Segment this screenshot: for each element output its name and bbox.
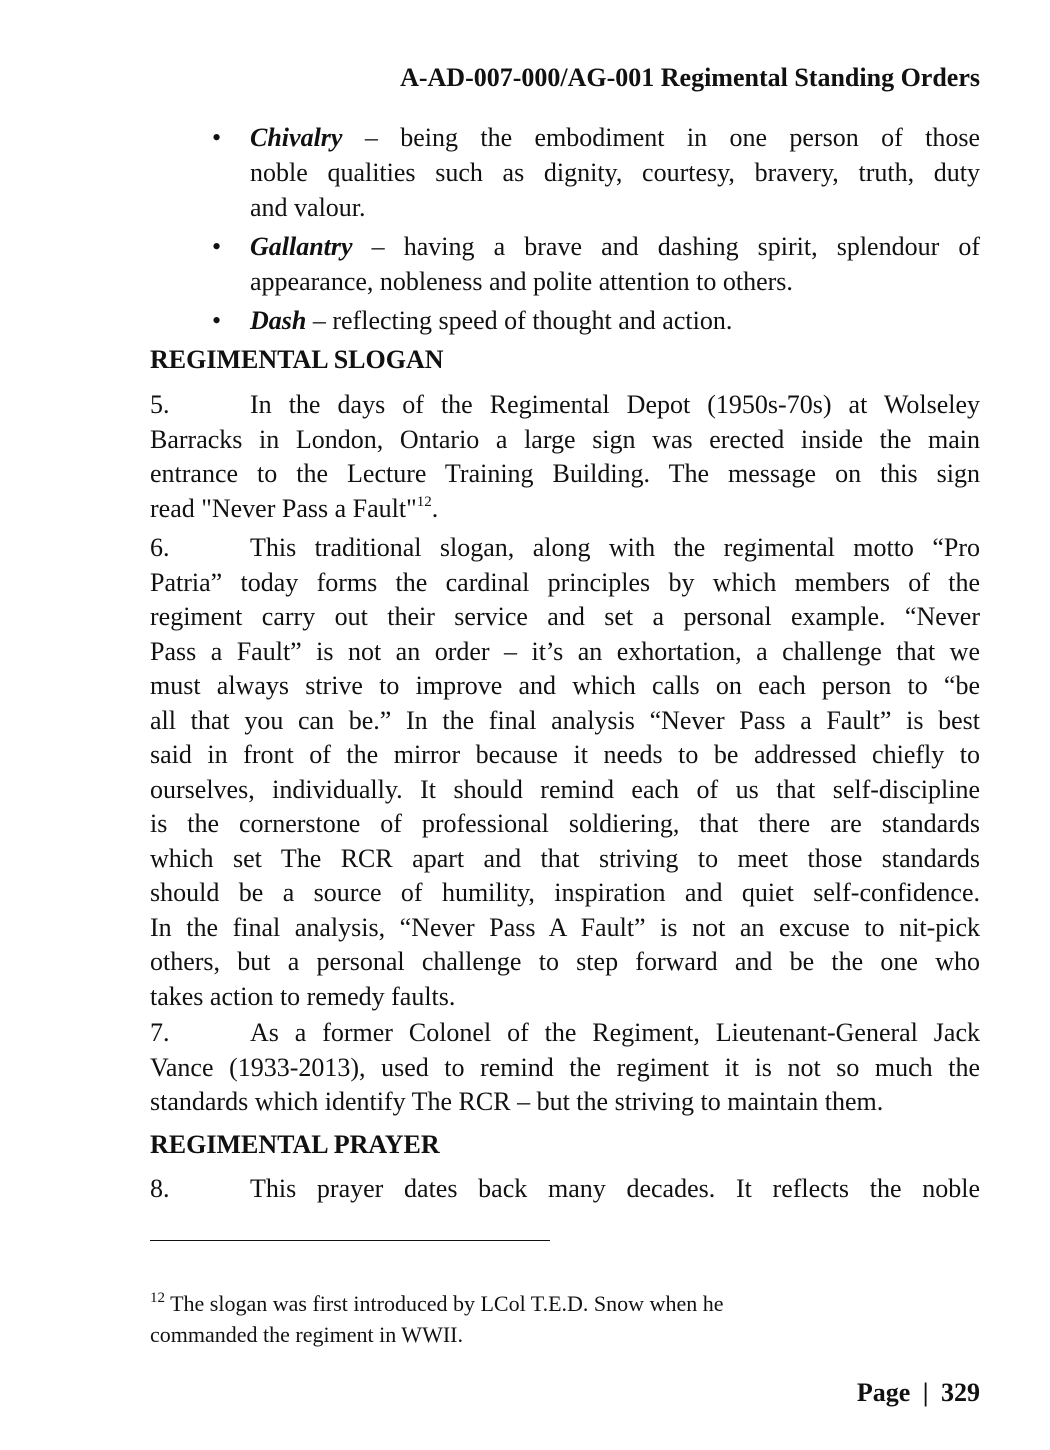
- text: This prayer dates back many decades. It reflects the noble: [250, 1174, 980, 1203]
- text-line: [150, 531, 980, 566]
- text-line: said in front of the mirror because it needs to be addressed chiefly to: [150, 740, 980, 769]
- text: Barracks in London, Ontario a large sign was erected inside the main: [150, 424, 980, 454]
- paragraph-7: [150, 1016, 980, 1120]
- list-item-dash: [150, 303, 980, 338]
- text: As a former Colonel of the Regiment, Lieutenant-General Jack: [250, 1018, 980, 1047]
- text: – having a brave and dashing spirit, splendour of: [371, 232, 981, 261]
- term: Chivalry: [250, 123, 343, 152]
- text-line: [150, 1016, 980, 1051]
- footnote-12: [150, 1288, 723, 1350]
- footnote-divider: [150, 1240, 550, 1241]
- text: appearance, nobleness and polite attention to others.: [250, 267, 793, 296]
- text-line: In the final analysis, “Never Pass A Fault” is not an excuse to nit-pick: [150, 912, 980, 942]
- text-line: all that you can be.” In the final analysis “Never Pass a Fault” is best: [150, 705, 980, 735]
- term: Gallantry: [250, 232, 353, 261]
- text: In the days of the Regimental Depot (1950s-70s) at Wolseley: [250, 390, 980, 419]
- paragraph-number: 8.: [150, 1174, 170, 1203]
- bullet-icon: •: [212, 123, 222, 152]
- text: noble qualities such as dignity, courtesy, bravery, truth, duty: [250, 158, 980, 187]
- text-line: Pass a Fault” is not an order – it’s an exhortation, a challenge that we: [150, 636, 980, 666]
- page-separator: |: [922, 1378, 929, 1407]
- text-line: Patria” today forms the cardinal principles by which members of the: [150, 567, 980, 597]
- text-line: takes action to remedy faults.: [150, 981, 456, 1011]
- heading-regimental-prayer: REGIMENTAL PRAYER: [150, 1130, 440, 1159]
- paragraph-6: [150, 531, 980, 1014]
- text: and valour.: [250, 193, 366, 222]
- text: commanded the regiment in WWII.: [150, 1322, 463, 1347]
- text-line: Vance (1933-2013), used to remind the regiment it is not so much the: [150, 1052, 980, 1082]
- text-line: regiment carry out their service and set a personal example. “Never: [150, 602, 980, 631]
- list-item-gallantry: [150, 229, 980, 299]
- virtues-list: [150, 120, 980, 342]
- bullet-icon: •: [212, 232, 222, 261]
- text: – reflecting speed of thought and action.: [312, 306, 733, 335]
- text-line: others, but a personal challenge to step forward and be the one who: [150, 947, 980, 976]
- text: read "Never Pass a Fault": [150, 493, 417, 523]
- page-number: [857, 1375, 980, 1411]
- paragraph-number: 7.: [150, 1018, 170, 1047]
- text-line: must always strive to improve and which calls on each person to “be: [150, 671, 980, 700]
- text-line: standards which identify The RCR – but the striving to maintain them.: [150, 1087, 884, 1116]
- running-header: A-AD-007-000/AG-001 Regimental Standing Orders: [400, 63, 980, 92]
- text: entrance to the Lecture Training Building. The message on this sign: [150, 459, 980, 488]
- paragraph-number: 6.: [150, 533, 170, 562]
- bullet-icon: •: [212, 306, 222, 335]
- footnote-number: 12: [150, 1290, 165, 1306]
- text: The slogan was first introduced by LCol T.E.D. Snow when he: [165, 1291, 724, 1316]
- paragraph-number: 5.: [150, 390, 170, 419]
- text: .: [431, 493, 439, 523]
- text-line: which set The RCR apart and that striving to meet those standards: [150, 843, 980, 873]
- page-label: Page: [856, 1378, 911, 1407]
- text: – being the embodiment in one person of those: [364, 123, 981, 152]
- page-value: 329: [941, 1378, 980, 1407]
- paragraph-5: [150, 388, 980, 526]
- heading-regimental-slogan: REGIMENTAL SLOGAN: [150, 345, 444, 374]
- text-line: is the cornerstone of professional soldiering, that there are standards: [150, 809, 980, 838]
- footnote-ref[interactable]: 12: [416, 493, 432, 510]
- text: This traditional slogan, along with the regimental motto “Pro: [250, 533, 980, 562]
- term: Dash: [250, 306, 307, 335]
- paragraph-8: [150, 1172, 980, 1207]
- text-line: ourselves, individually. It should remind each of us that self-discipline: [150, 774, 980, 804]
- list-item-chivalry: [150, 120, 980, 225]
- text-line: should be a source of humility, inspiration and quiet self-confidence.: [150, 878, 980, 907]
